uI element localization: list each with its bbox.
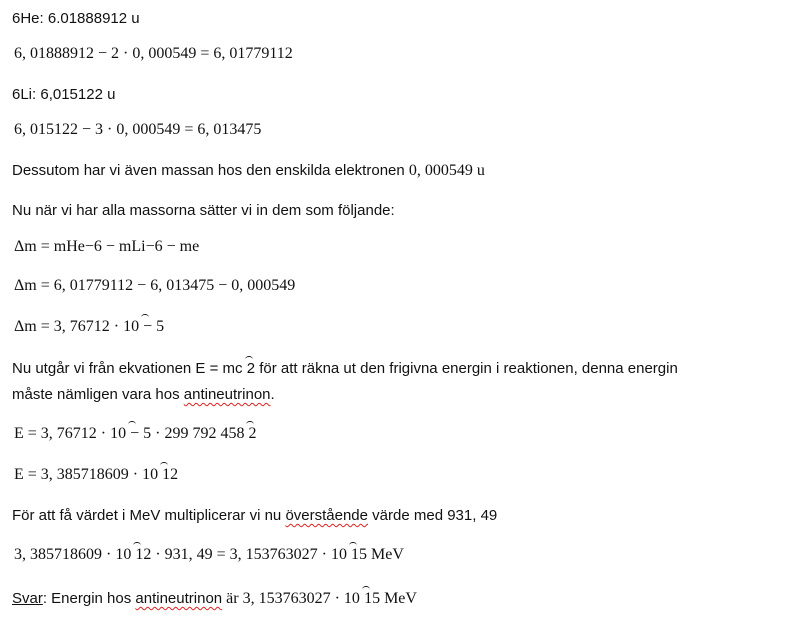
energy-calculation-part2: − 5 · 299 792 458 [130, 425, 245, 442]
electron-mass-text: Dessutom har vi även massan hos den enskilda elektronen [12, 162, 405, 179]
mass-defect-result [14, 318, 164, 336]
caret-icon [360, 590, 364, 607]
caret-icon [139, 318, 143, 336]
mev-sentence [12, 507, 497, 524]
answer-line [12, 590, 417, 608]
electron-mass-sentence [12, 162, 485, 180]
energy-result [14, 466, 178, 484]
antineutrino-sentence [12, 386, 275, 403]
answer-value: är 3, 153763027 · 10 [222, 590, 360, 607]
he-mass-calculation: 6, 01888912 − 2 · 0, 000549 = 6, 01779112 [14, 45, 293, 62]
li-mass-label: 6Li: 6,015122 u [12, 86, 116, 103]
mass-defect-result-exponent: − 5 [143, 318, 165, 335]
emc-sentence-end: 2 för att räkna ut den frigivna energin i reaktionen, denna energin [246, 360, 678, 377]
mev-calculation-part2: 12 · 931, 49 = 3, 153763027 · 10 [135, 546, 348, 563]
energy-calculation-part3: 2 [248, 425, 257, 442]
mev-calculation-part3: 15 MeV [351, 546, 404, 563]
mass-defect-values: Δm = 6, 01779112 − 6, 013475 − 0, 000549 [14, 277, 296, 294]
insertion-sentence: Nu när vi har alla massorna sätter vi in dem som följande: [12, 202, 395, 219]
caret-icon [347, 546, 351, 564]
caret-icon [131, 546, 135, 564]
antineutrino-sentence-start: måste nämligen vara hos [12, 386, 184, 403]
answer-exponent: 15 MeV [364, 590, 417, 607]
mass-defect-formula: Δm = mHe−6 − mLi−6 − me [14, 238, 200, 255]
he-mass-label: 6He: 6.01888912 u [12, 10, 140, 27]
caret-icon [158, 466, 162, 484]
caret-icon [126, 425, 130, 443]
emc-sentence [12, 360, 678, 377]
overstaende-word: överstående [285, 507, 368, 524]
antineutrino-word-answer: antineutrinon [135, 590, 223, 607]
mass-defect-result-mantissa: Δm = 3, 76712 · 10 [14, 318, 140, 335]
li-mass-calculation: 6, 015122 − 3 · 0, 000549 = 6, 013475 [14, 121, 262, 138]
answer-label: Svar [12, 590, 43, 607]
caret-icon [244, 425, 248, 443]
mev-calculation [14, 546, 404, 564]
energy-result-mantissa: E = 3, 385718609 · 10 [14, 466, 159, 483]
energy-result-exponent: 12 [162, 466, 179, 483]
energy-calculation-part1: E = 3, 76712 · 10 [14, 425, 127, 442]
mev-sentence-end: värde med 931, 49 [368, 507, 498, 524]
mev-sentence-start: För att få värdet i MeV multiplicerar vi nu [12, 507, 286, 524]
caret-icon [243, 360, 247, 377]
mev-calculation-part1: 3, 385718609 · 10 [14, 546, 132, 563]
emc-sentence-start: Nu utgår vi från ekvationen E = mc [12, 360, 243, 377]
energy-calculation [14, 425, 256, 443]
antineutrino-word: antineutrinon [183, 386, 271, 403]
antineutrino-sentence-end: . [270, 386, 275, 403]
electron-mass-value: 0, 000549 u [408, 162, 485, 179]
answer-text-start: : Energin hos [42, 590, 136, 607]
